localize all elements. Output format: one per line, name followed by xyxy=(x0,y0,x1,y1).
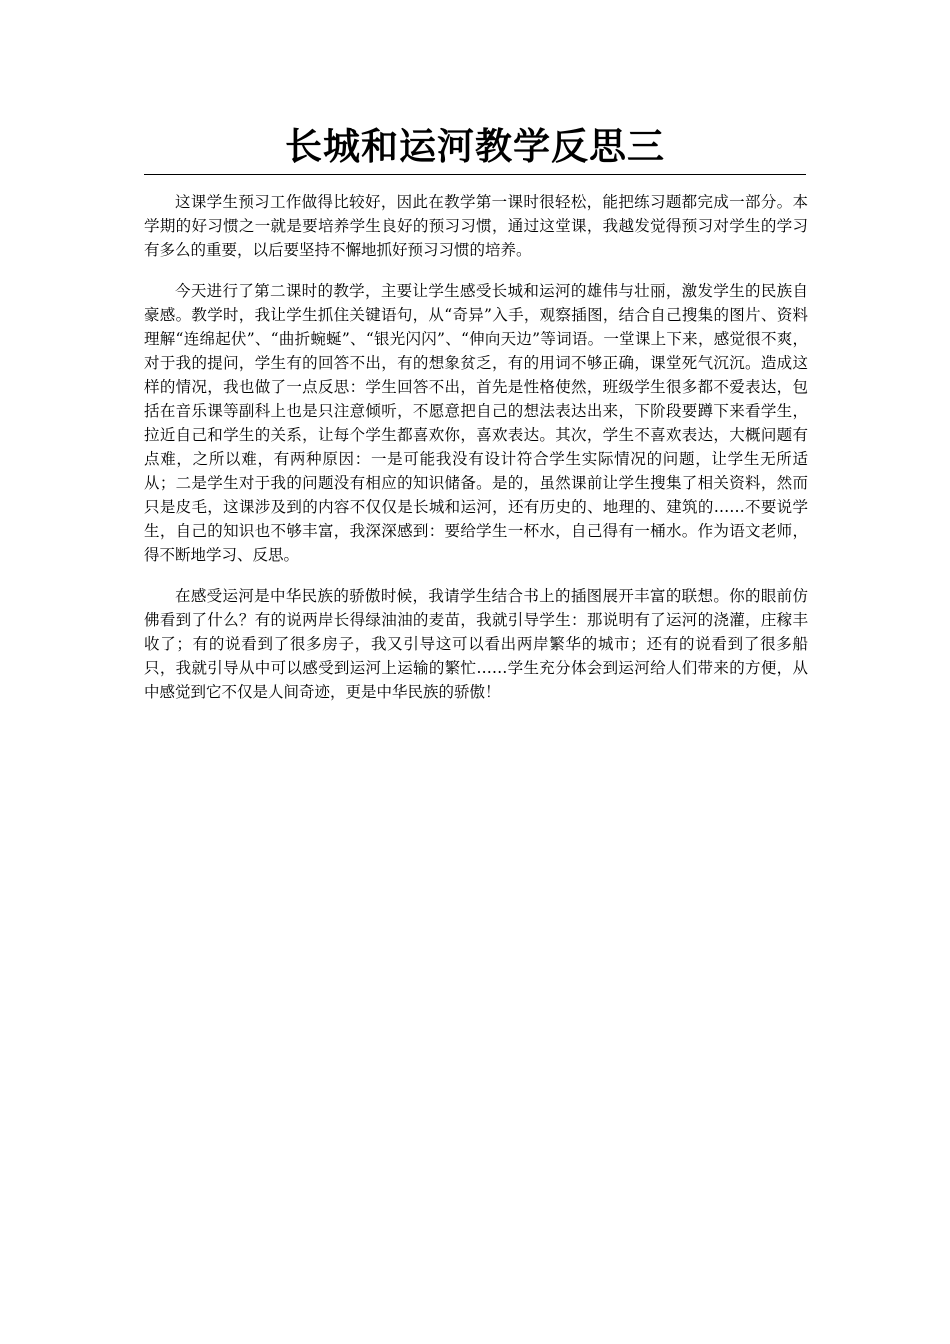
title-block xyxy=(144,118,806,175)
paragraph-3: 在感受运河是中华民族的骄傲时候，我请学生结合书上的插图展开丰富的联想。你的眼前仿佛看到了什么？有的说两岸长得绿油油的麦苗，我就引导学生：那说明有了运河的浇灌，庄稼丰收了；有的说看到了很多房子，我又引导这可以看出两岸繁华的城市；还有的说看到了很多船只，我就引导从中可以感受到运河上运输的繁忙……学生充分体会到运河给人们带来的方便，从中感觉到它不仅是人间奇迹，更是中华民族的骄傲！ xyxy=(144,587,808,701)
paragraph-2: 今天进行了第二课时的教学，主要让学生感受长城和运河的雄伟与壮丽，激发学生的民族自豪感。教学时，我让学生抓住关键语句，从“奇异”入手，观察插图，结合自己搜集的图片、资料理解“连绵起伏”、“曲折蜿蜒”、“银光闪闪”、“伸向天边”等词语。一堂课上下来，感觉很不爽，对于我的提问，学生有的回答不出，有的想象贫乏，有的用词不够正确，课堂死气沉沉。造成这样的情况，我也做了一点反思：学生回答不出，首先是性格使然，班级学生很多都不爱表达，包括在音乐课等副科上也是只注意倾听，不愿意把自己的想法表达出来，下阶段要蹲下来看学生，拉近自己和学生的关系，让每个学生都喜欢你，喜欢表达。其次，学生不喜欢表达，大概问题有点难，之所以难，有两种原因：一是可能我没有设计符合学生实际情况的问题，让学生无所适从；二是学生对于我的问题没有相应的知识储备。是的，虽然课前让学生搜集了相关资料，然而只是皮毛，这课涉及到的内容不仅仅是长城和运河，还有历史的、地理的、建筑的……不要说学生，自己的知识也不够丰富，我深深感到：要给学生一杯水，自己得有一桶水。作为语文老师，得不断地学习、反思。 xyxy=(144,282,808,564)
document-body xyxy=(144,190,808,721)
document-title: 长城和运河教学反思三 xyxy=(285,124,665,168)
paragraph-1: 这课学生预习工作做得比较好，因此在教学第一课时很轻松，能把练习题都完成一部分。本学期的好习惯之一就是要培养学生良好的预习习惯，通过这堂课，我越发觉得预习对学生的学习有多么的重要，以后要坚持不懈地抓好预习习惯的培养。 xyxy=(144,193,808,259)
